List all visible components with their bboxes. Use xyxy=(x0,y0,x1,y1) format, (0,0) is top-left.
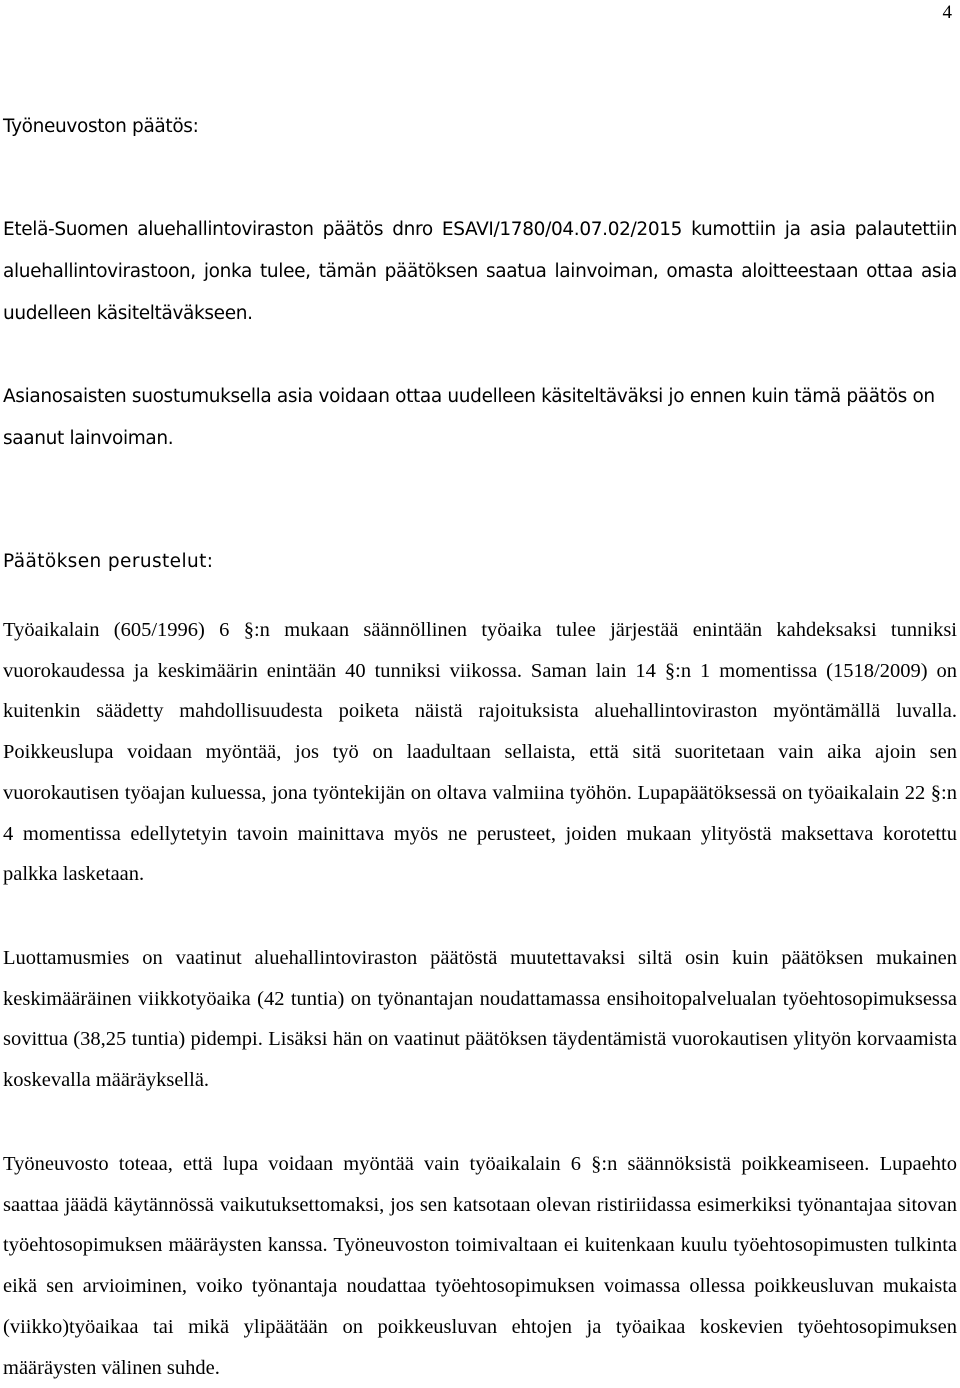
reasons-paragraph-3: Työneuvosto toteaa, että lupa voidaan myöntää vain työaikalain 6 §:n säännöksistä poikkeamiseen. Lupaehto saattaa jäädä käytännössä vaikutuksettomaksi, jos sen katsotaan olevan ristiriidassa esimerkiksi työnantajaa sitovan työehtosopimuksen määräysten kanssa. Työneuvoston toimivaltaan ei kuitenkaan kuulu työehtosopimusten tulkinta eikä sen arvioiminen, voiko työnantaja noudattaa työehtosopimuksen voimassa ollessa poikkeusluvan mukaista (viikko)työaikaa tai mikä ylipäätään on poikkeusluvan ehtojen ja työaikaa koskevien työehtosopimuksen määräysten välinen suhde. xyxy=(3,1153,957,1379)
reasons-heading: Päätöksen perustelut: xyxy=(3,551,214,572)
decision-heading: Työneuvoston päätös: xyxy=(3,116,199,137)
reasons-paragraph-2: Luottamusmies on vaatinut aluehallintoviraston päätöstä muutettavaksi siltä osin kuin päätöksen mukainen keskimääräinen viikkotyöaika (42 tuntia) on työnantajan noudattamassa ensihoitopalvelualan työehtosopimuksessa sovittua (38,25 tuntia) pidempi. Lisäksi hän on vaatinut päätöksen täydentämistä vuorokautisen ylityön korvaamista koskevalla määräyksellä. xyxy=(3,947,957,1092)
reasons-paragraph-1: Työaikalain (605/1996) 6 §:n mukaan säännöllinen työaika tulee järjestää enintään kahdeksaksi tunniksi vuorokaudessa ja keskimäärin enintään 40 tunniksi viikossa. Saman lain 14 §:n 1 momentissa (1518/2009) on kuitenkin säädetty mahdollisuudesta poiketa näistä rajoituksista aluehallintoviraston myöntämällä luvalla. Poikkeuslupa voidaan myöntää, jos työ on laadultaan sellaista, että sitä suoritetaan vain aika ajoin sen vuorokautisen työajan kuluessa, jona työntekijän on oltava valmiina työhön. Lupapäätöksessä on työaikalain 22 §:n 4 momentissa edellytetyin tavoin mainittava myös ne perusteet, joiden mukaan ylityöstä maksettava korotettu palkka lasketaan. xyxy=(3,619,957,886)
decision-paragraph-1: Etelä-Suomen aluehallintoviraston päätös dnro ESAVI/1780/04.07.02/2015 kumottiin ja asia palautettiin aluehallintovirastoon, jonka tulee, tämän päätöksen saatua lainvoiman, omasta aloitteestaan ottaa asia uudelleen käsiteltäväkseen. xyxy=(3,219,957,324)
decision-paragraph-2: Asianosaisten suostumuksella asia voidaan ottaa uudelleen käsiteltäväksi jo ennen kuin tämä päätös on saanut lainvoiman. xyxy=(3,386,935,449)
page-number: 4 xyxy=(942,2,952,23)
